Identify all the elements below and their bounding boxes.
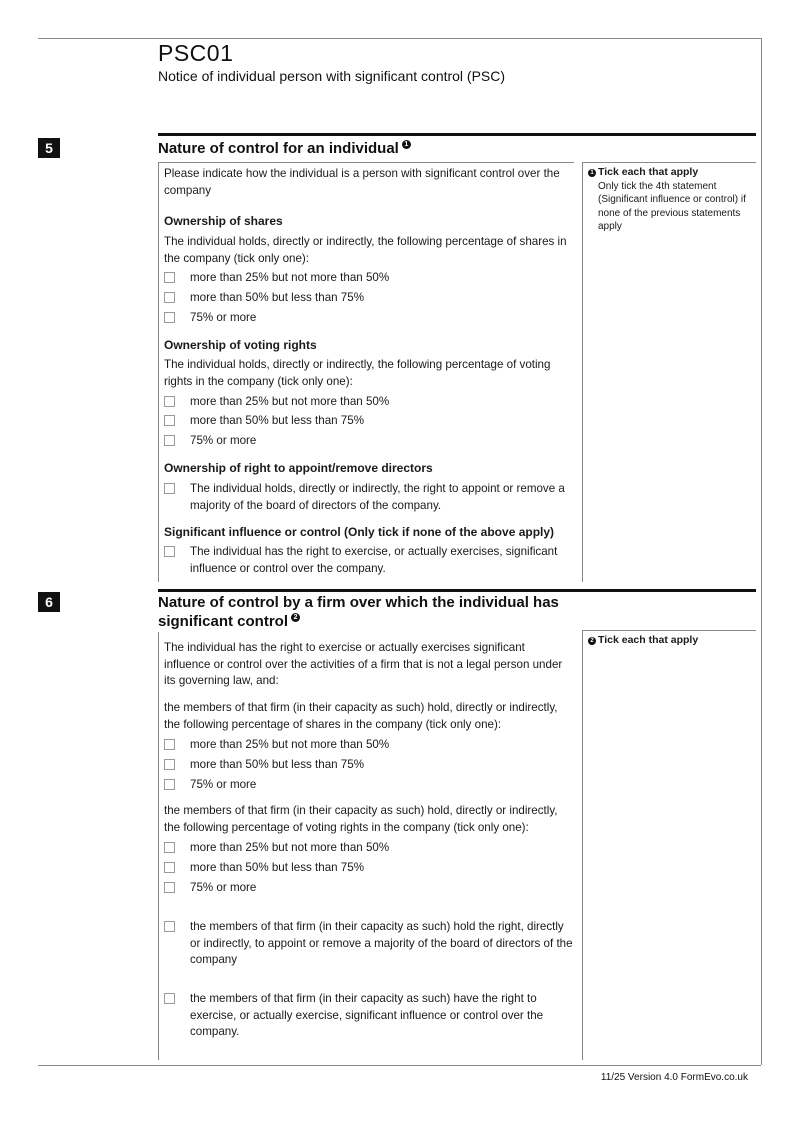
- checkbox[interactable]: [164, 862, 175, 873]
- checkbox[interactable]: [164, 882, 175, 893]
- side-note-1-title: Tick each that apply: [598, 166, 699, 178]
- firm-voting-option-3[interactable]: 75% or more: [164, 880, 574, 897]
- firm-voting-text: the members of that firm (in their capacity as such) hold, directly or indirectly, the following percentage of voting rights in the company (tick only one):: [164, 804, 558, 834]
- checkbox[interactable]: [164, 739, 175, 750]
- section-6-title-line2: significant control: [158, 613, 289, 630]
- section-6-intro: The individual has the right to exercise or actually exercises significant influence or control over the activities of a firm that is not a legal person under its governing law, and:: [164, 641, 563, 687]
- section-6-title-line1: Nature of control by a firm over which the individual has: [158, 594, 559, 611]
- side-note-1-heading: [588, 166, 753, 180]
- section-5-divider: [582, 162, 583, 582]
- section-6-note-top: [582, 630, 756, 631]
- page-right-rule: [761, 38, 762, 1065]
- shares-text: The individual holds, directly or indirectly, the following percentage of shares in the company (tick only one):: [164, 235, 567, 265]
- section-6-rule: [158, 589, 756, 592]
- firm-shares-option-1[interactable]: more than 25% but not more than 50%: [164, 737, 574, 754]
- section-6-side-note: [588, 634, 753, 648]
- note-marker-2: 2: [291, 613, 300, 622]
- checkbox[interactable]: [164, 292, 175, 303]
- section-5-rule: [158, 133, 756, 136]
- voting-option-3[interactable]: 75% or more: [164, 433, 574, 450]
- influence-option[interactable]: The individual has the right to exercise, or actually exercises, significant influence or control over the company.: [164, 544, 574, 577]
- voting-option-2[interactable]: more than 50% but less than 75%: [164, 413, 574, 430]
- section-5-box-top: [158, 162, 574, 163]
- note-marker-1: 1: [402, 140, 411, 149]
- directors-heading: Ownership of right to appoint/remove directors: [164, 461, 433, 475]
- footer-version: 11/25 Version 4.0 FormEvo.co.uk: [600, 1072, 748, 1083]
- checkbox[interactable]: [164, 415, 175, 426]
- section-6-title-line2-wrap: [158, 612, 559, 631]
- shares-option-3[interactable]: 75% or more: [164, 310, 574, 327]
- page-top-rule: [38, 38, 761, 39]
- section-5-note-top: [582, 162, 756, 163]
- page-bottom-rule: [38, 1065, 761, 1066]
- section-5-intro: Please indicate how the individual is a person with significant control over the company: [164, 167, 560, 197]
- checkbox[interactable]: [164, 993, 175, 1004]
- form-code: PSC01: [158, 40, 234, 66]
- shares-option-2[interactable]: more than 50% but less than 75%: [164, 290, 574, 307]
- checkbox[interactable]: [164, 546, 175, 557]
- shares-heading: Ownership of shares: [164, 214, 283, 228]
- note-marker-icon: 1: [588, 169, 596, 177]
- section-5-side-note: [588, 166, 753, 234]
- firm-directors-option[interactable]: the members of that firm (in their capacity as such) hold the right, directly or indirectly, to appoint or remove a majority of the board of directors of the company: [164, 919, 574, 969]
- checkbox[interactable]: [164, 312, 175, 323]
- checkbox[interactable]: [164, 779, 175, 790]
- firm-influence-option[interactable]: the members of that firm (in their capacity as such) have the right to exercise, or actually exercise, significant influence or control over the company.: [164, 991, 574, 1041]
- section-6-left-rule: [158, 632, 159, 1060]
- voting-heading: Ownership of voting rights: [164, 338, 317, 352]
- side-note-1-text: Only tick the 4th statement (Significant influence or control) if none of the previous statements apply: [598, 180, 746, 233]
- section-6-title: [158, 593, 559, 631]
- section-5-number: 5: [38, 138, 60, 158]
- firm-voting-option-1[interactable]: more than 25% but not more than 50%: [164, 840, 574, 857]
- voting-text: The individual holds, directly or indirectly, the following percentage of voting rights in the company (tick only one):: [164, 358, 551, 388]
- checkbox[interactable]: [164, 842, 175, 853]
- section-6-divider: [582, 630, 583, 1060]
- checkbox[interactable]: [164, 396, 175, 407]
- side-note-2-heading: [588, 634, 753, 648]
- shares-option-1[interactable]: more than 25% but not more than 50%: [164, 270, 574, 287]
- firm-voting-option-2[interactable]: more than 50% but less than 75%: [164, 860, 574, 877]
- form-title: Notice of individual person with significant control (PSC): [158, 68, 506, 84]
- firm-shares-option-3[interactable]: 75% or more: [164, 777, 574, 794]
- influence-heading: Significant influence or control (Only tick if none of the above apply): [164, 525, 555, 539]
- checkbox[interactable]: [164, 272, 175, 283]
- section-5-left-rule: [158, 162, 159, 582]
- checkbox[interactable]: [164, 759, 175, 770]
- note-marker-icon: 2: [588, 637, 596, 645]
- section-6-number: 6: [38, 592, 60, 612]
- directors-option[interactable]: The individual holds, directly or indirectly, the right to appoint or remove a majority of the board of directors of the company.: [164, 481, 574, 514]
- firm-shares-text: the members of that firm (in their capacity as such) hold, directly or indirectly, the following percentage of shares in the company (tick only one):: [164, 701, 558, 731]
- firm-shares-option-2[interactable]: more than 50% but less than 75%: [164, 757, 574, 774]
- checkbox[interactable]: [164, 921, 175, 932]
- section-5-title-text: Nature of control for an individual: [158, 140, 399, 157]
- voting-option-1[interactable]: more than 25% but not more than 50%: [164, 394, 574, 411]
- checkbox[interactable]: [164, 483, 175, 494]
- section-5-title: [158, 139, 411, 158]
- checkbox[interactable]: [164, 435, 175, 446]
- side-note-2-title: Tick each that apply: [598, 634, 699, 646]
